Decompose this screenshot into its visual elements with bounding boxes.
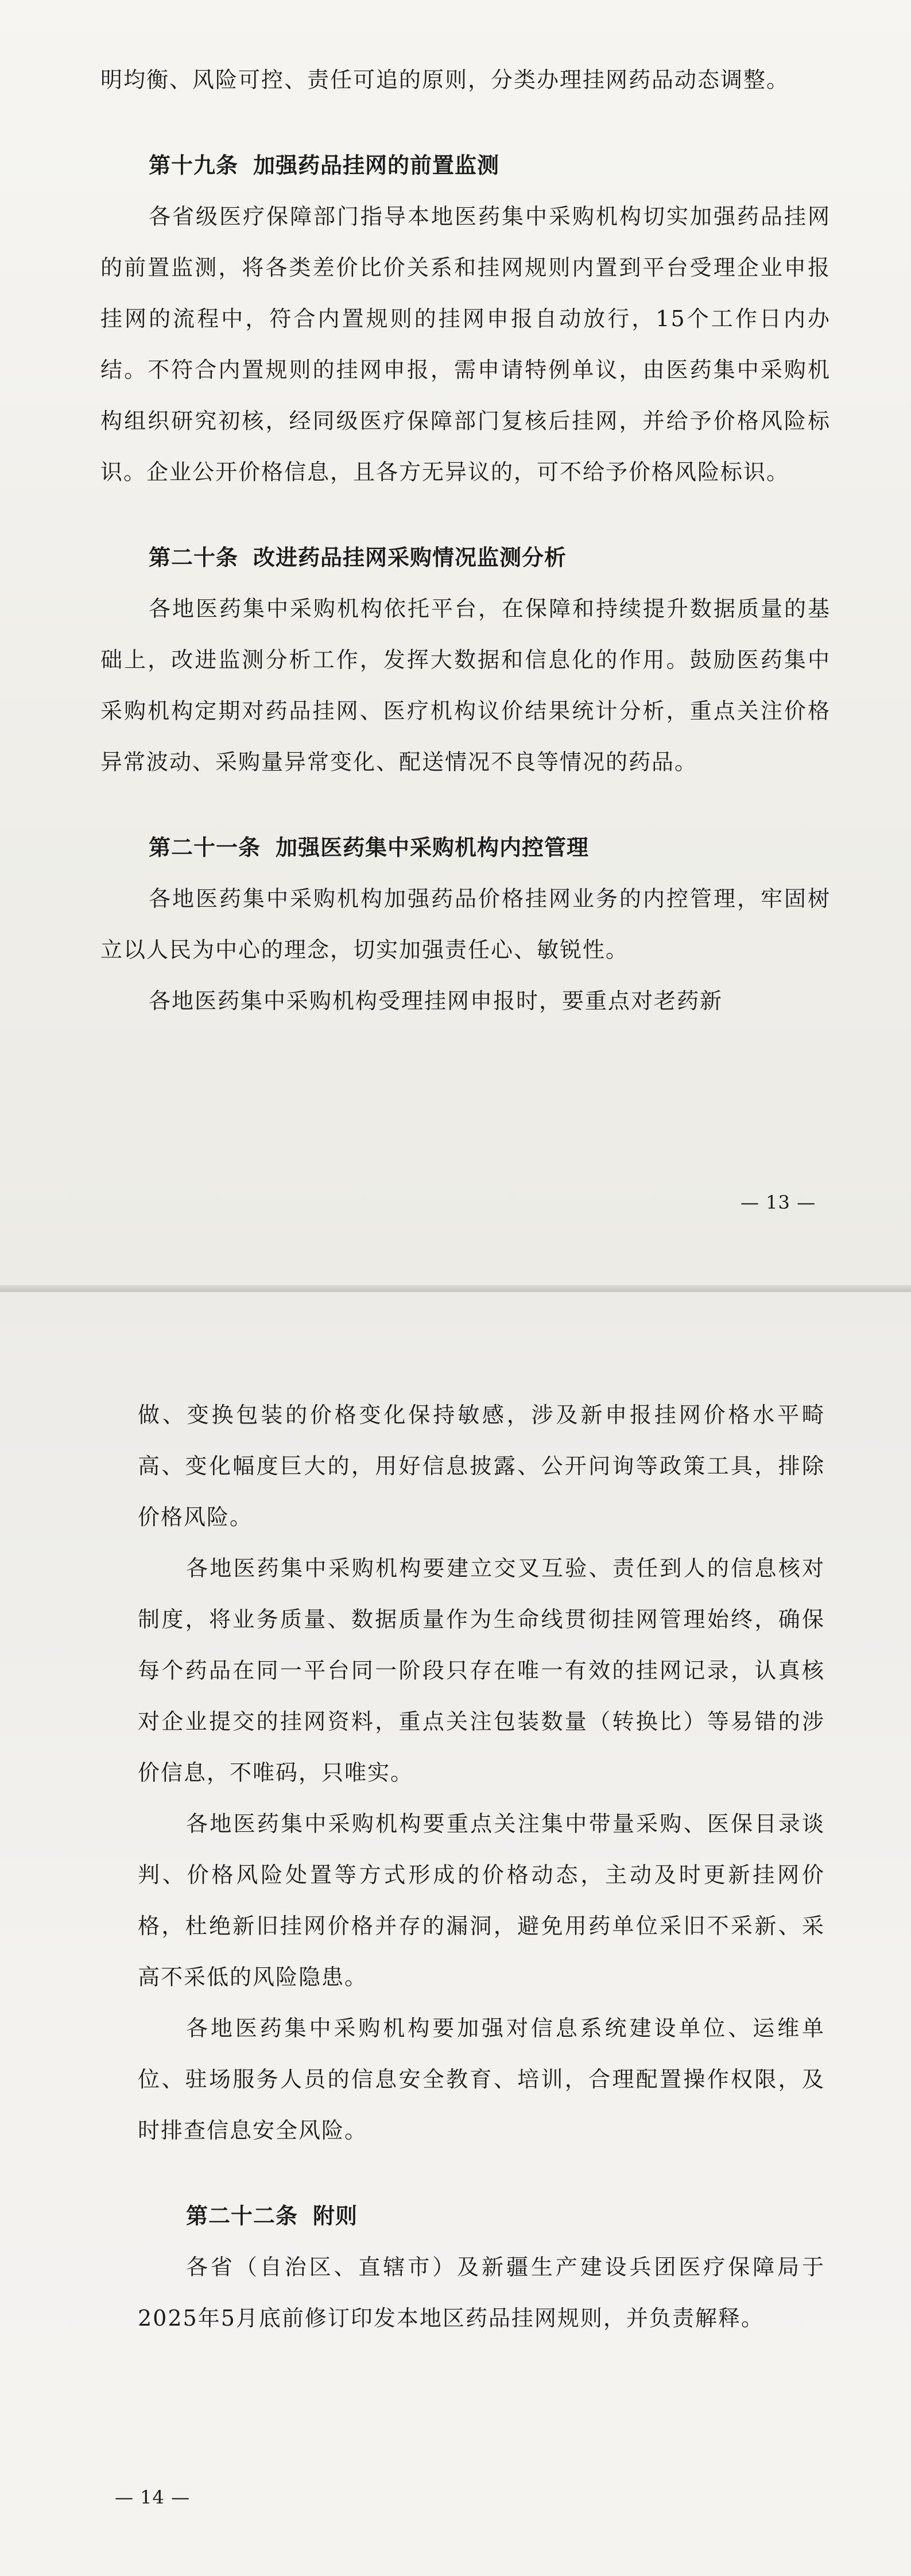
article-22-number: 第二十二条 bbox=[186, 2203, 299, 2229]
continuation-paragraph: 做、变换包装的价格变化保持敏感，涉及新申报挂网价格水平畸高、变化幅度巨大的，用好信息披露、公开问询等政策工具，排除价格风险。 bbox=[138, 1402, 825, 1530]
article-20-body: 各地医药集中采购机构依托平台，在保障和持续提升数据质量的基础上，改进监测分析工作，发挥大数据和信息化的作用。鼓励医药集中采购机构定期对药品挂网、医疗机构议价结果统计分析，重点关注价格异常波动、采购量异常变化、配送情况不良等情况的药品。 bbox=[100, 596, 831, 775]
article-22-heading bbox=[138, 2191, 825, 2242]
article-20-number: 第二十条 bbox=[149, 545, 239, 570]
intro-paragraph: 明均衡、风险可控、责任可追的原则，分类办理挂网药品动态调整。 bbox=[100, 67, 790, 92]
article-19-number: 第十九条 bbox=[149, 153, 239, 178]
article-19-title: 加强药品挂网的前置监测 bbox=[253, 153, 500, 178]
article-20-title: 改进药品挂网采购情况监测分析 bbox=[253, 545, 567, 570]
article-21-heading bbox=[100, 822, 831, 873]
paragraph-info-security: 各地医药集中采购机构要加强对信息系统建设单位、运维单位、驻场服务人员的信息安全教育、培训，合理配置操作权限，及时排查信息安全风险。 bbox=[138, 2016, 825, 2143]
article-20-heading bbox=[100, 532, 831, 583]
article-21-title: 加强医药集中采购机构内控管理 bbox=[276, 835, 590, 860]
article-22-body: 各省（自治区、直辖市）及新疆生产建设兵团医疗保障局于2025年5月底前修订印发本地区药品挂网规则，并负责解释。 bbox=[138, 2254, 825, 2331]
article-21-body-1: 各地医药集中采购机构加强药品价格挂网业务的内控管理，牢固树立以人民为中心的理念，切实加强责任心、敏锐性。 bbox=[100, 886, 831, 962]
document-page-14 bbox=[0, 1292, 911, 2576]
article-22-title: 附则 bbox=[313, 2203, 358, 2229]
article-21-body-2: 各地医药集中采购机构受理挂网申报时，要重点对老药新 bbox=[149, 988, 723, 1014]
paragraph-verification: 各地医药集中采购机构要建立交叉互验、责任到人的信息核对制度，将业务质量、数据质量作为生命线贯彻挂网管理始终，确保每个药品在同一平台同一阶段只存在唯一有效的挂网记录，认真核对企业提交的挂网资料，重点关注包装数量（转换比）等易错的涉价信息，不唯码，只唯实。 bbox=[138, 1556, 825, 1785]
page-number-14: — 14 — bbox=[115, 2486, 191, 2508]
article-19-body: 各省级医疗保障部门指导本地医药集中采购机构切实加强药品挂网的前置监测，将各类差价比价关系和挂网规则内置到平台受理企业申报挂网的流程中，符合内置规则的挂网申报自动放行，15个工作日内办结。不符合内置规则的挂网申报，需申请特例单议，由医药集中采购机构组织研究初核，经同级医疗保障部门复核后挂网，并给予价格风险标识。企业公开价格信息，且各方无异议的，可不给予价格风险标识。 bbox=[100, 204, 831, 485]
article-19-heading bbox=[100, 140, 831, 191]
page-number-13: — 13 — bbox=[741, 1192, 816, 1213]
article-21-number: 第二十一条 bbox=[149, 835, 261, 860]
paragraph-price-dynamics: 各地医药集中采购机构要重点关注集中带量采购、医保目录谈判、价格风险处置等方式形成的价格动态，主动及时更新挂网价格，杜绝新旧挂网价格并存的漏洞，避免用药单位采旧不采新、采高不采低的风险隐患。 bbox=[138, 1811, 825, 1990]
